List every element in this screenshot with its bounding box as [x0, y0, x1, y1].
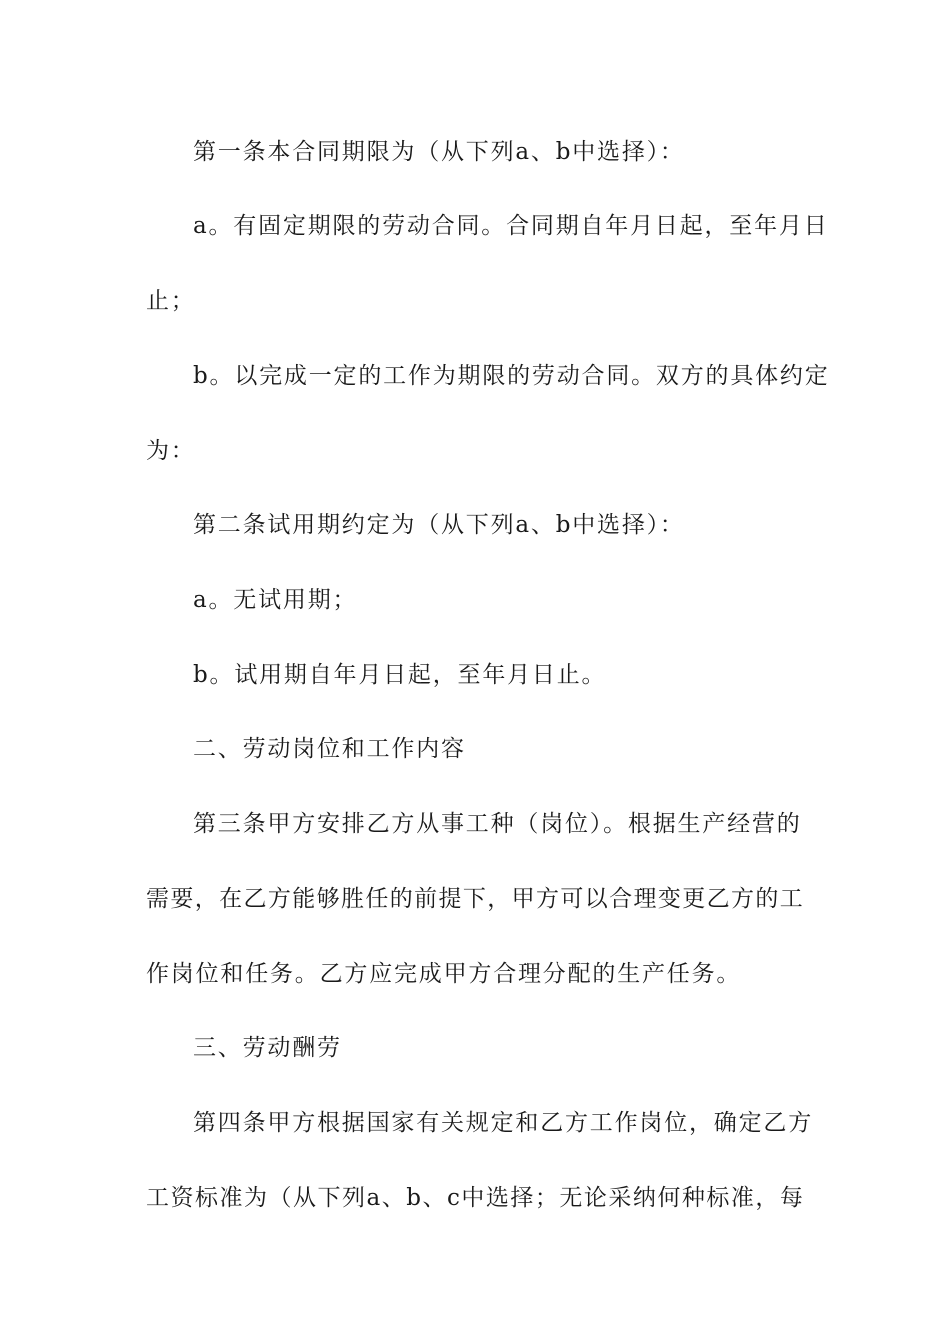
clause-1-option-b-cont: 为： [146, 438, 196, 464]
section-2-heading: 二、劳动岗位和工作内容 [193, 736, 466, 762]
clause-4-text: 第四条甲方根据国家有关规定和乙方工作岗位，确定乙方 [193, 1110, 813, 1136]
clause-2-heading: 第二条试用期约定为（从下列a、b中选择）： [193, 512, 685, 538]
clause-2-option-a: a。无试用期； [193, 587, 358, 613]
clause-4-text-cont: 工 资 标 准 为 （ 从 下 列 a 、 b 、 c 中 选 择 ； 无 论 采 纳 何 种 标 准 ， 每 [146, 1185, 803, 1211]
clause-3-text-cont-1: 需 要 ， 在 乙 方 能 够 胜 任 的 前 提 下 ， 甲 方 可 以 合 理 变 更 乙 方 的 工 [146, 886, 803, 912]
clause-1-option-a-cont: 止； [146, 288, 196, 314]
clause-3-text-cont-2: 作岗位和任务。乙方应完成甲方合理分配的生产任务。 [146, 961, 742, 987]
clause-3-text: 第三条甲方安排乙方从事工种（岗位）。根据生产经营的 [193, 811, 802, 837]
clause-1-option-a: a。有固定期限的劳动合同。合同期自年月日起，至年月日 [193, 213, 829, 239]
clause-2-option-b: b。试用期自年月日起，至年月日止。 [193, 662, 607, 688]
section-3-heading: 三、劳动酬劳 [193, 1035, 342, 1061]
clause-1-heading: 第一条本合同期限为（从下列a、b中选择）： [193, 139, 685, 165]
clause-1-option-b: b。以完成一定的工作为期限的劳动合同。双方的具体约定 [193, 363, 830, 389]
